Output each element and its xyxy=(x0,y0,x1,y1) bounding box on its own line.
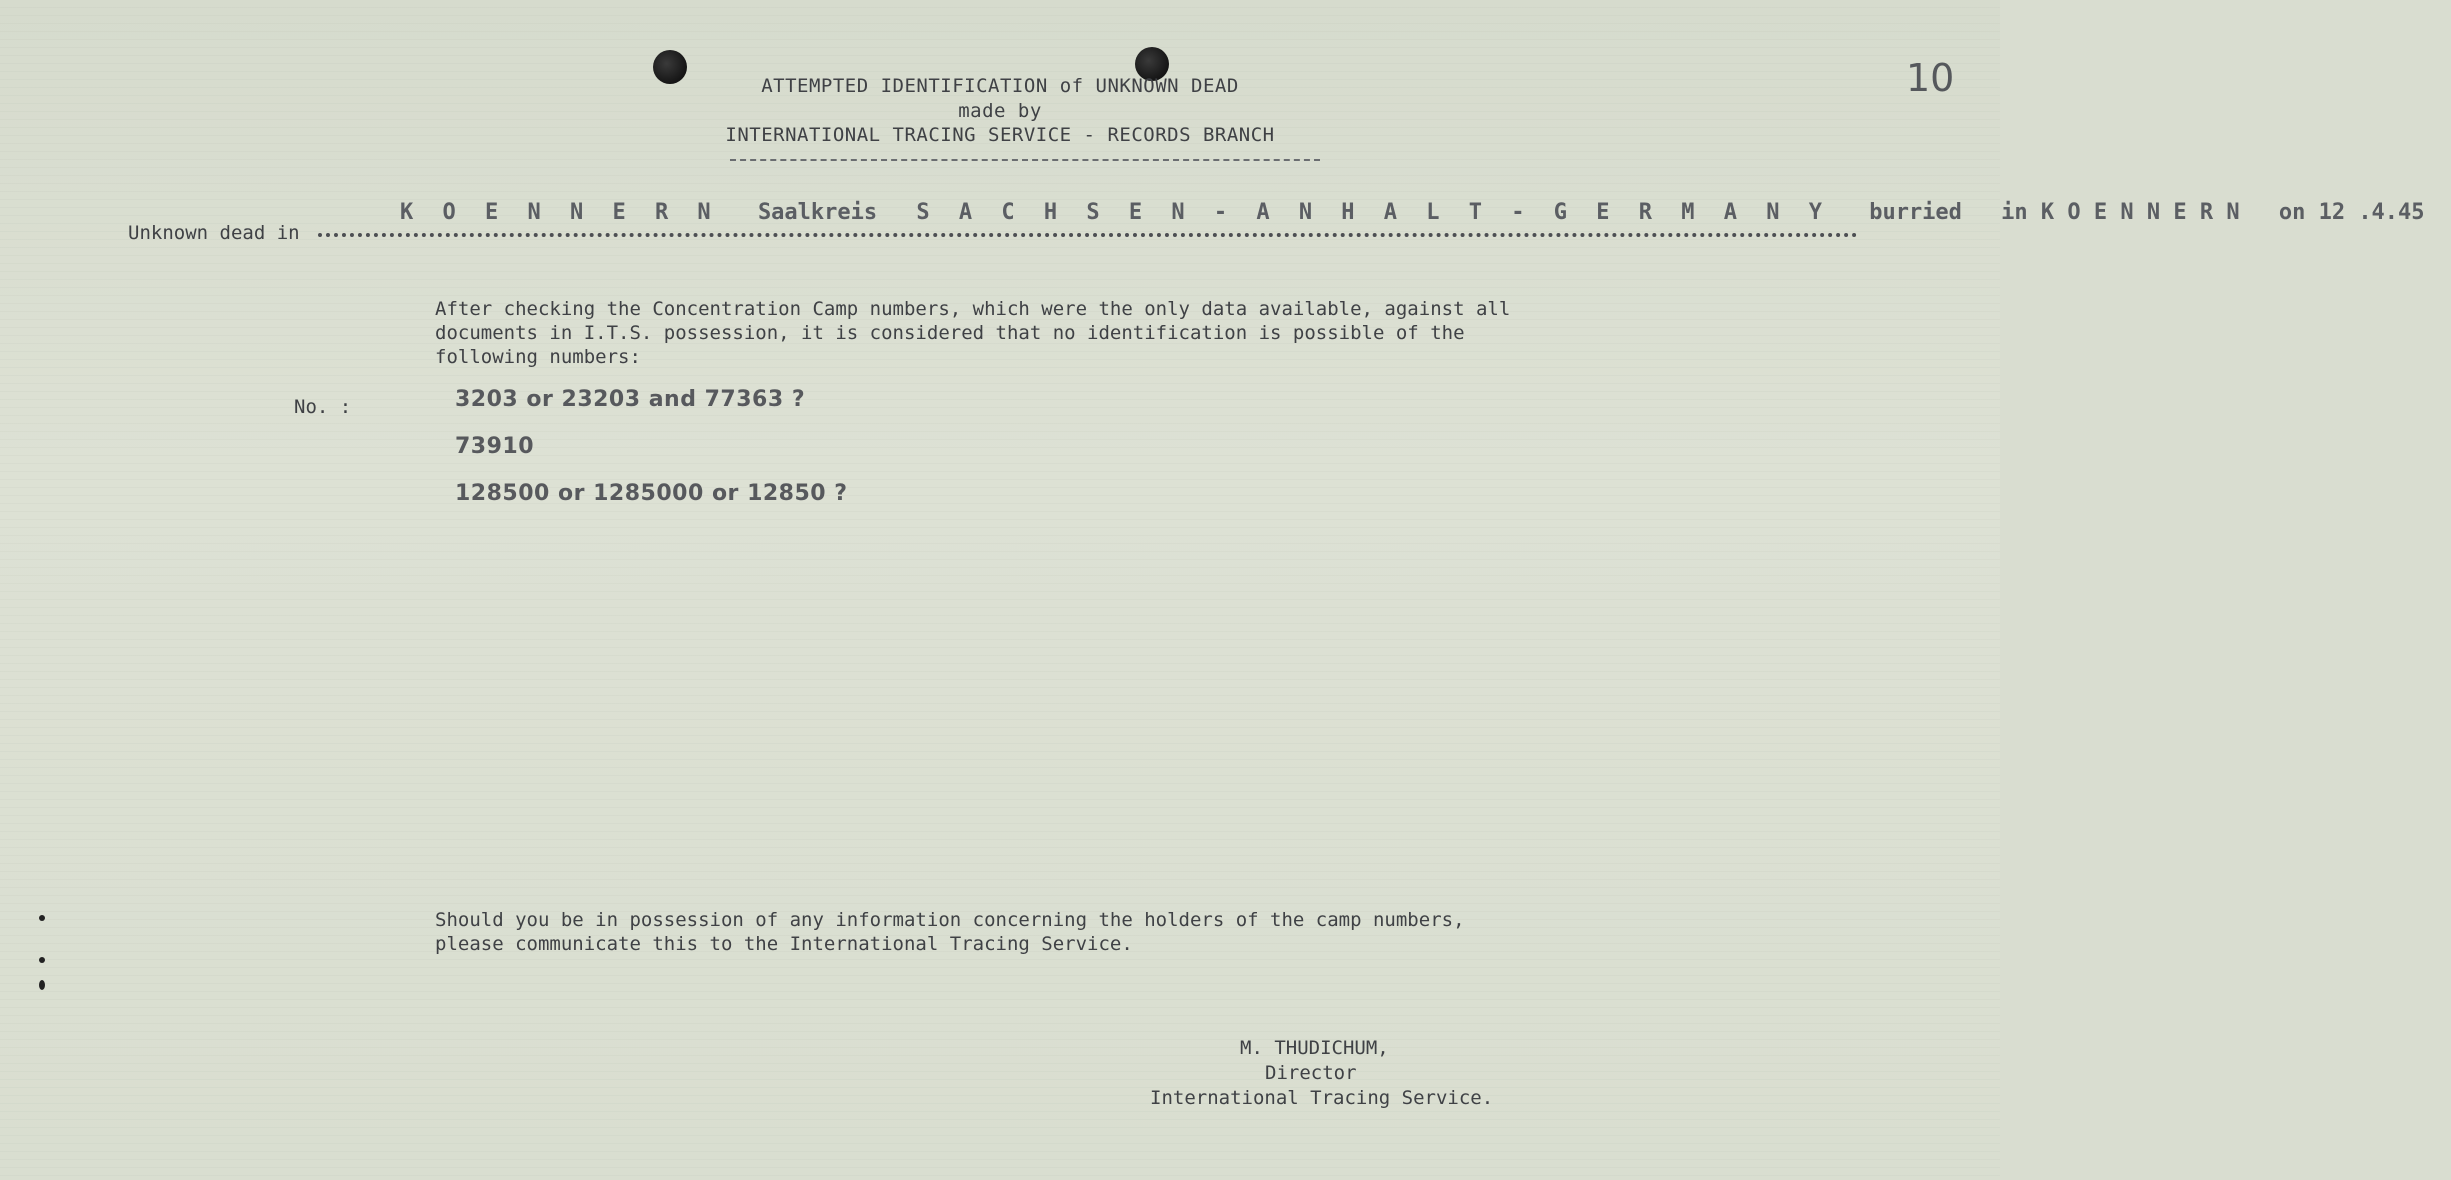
intro-line-1: After checking the Concentration Camp numbers, which were the only data available, against all xyxy=(435,298,1511,320)
intro-line-2: documents in I.T.S. possession, it is considered that no identification is possible of the xyxy=(435,322,1465,344)
location-line xyxy=(400,200,2425,225)
camp-number-1: 3203 or 23203 and 77363 ? xyxy=(455,387,806,412)
signature-organisation: International Tracing Service. xyxy=(1150,1087,1494,1109)
district-name: Saalkreis xyxy=(757,200,878,225)
margin-mark xyxy=(39,980,45,990)
closing-line-1: Should you be in possession of any information concerning the holders of the camp numbers, xyxy=(435,909,1465,931)
signature-title: Director xyxy=(1265,1062,1357,1084)
closing-line-2: please communicate this to the International Tracing Service. xyxy=(435,933,1133,955)
buried-in: in K O E N N E R N xyxy=(2001,200,2240,225)
numbers-label: No. : xyxy=(294,396,352,418)
signature-name: M. THUDICHUM, xyxy=(1240,1037,1389,1059)
camp-number-2: 73910 xyxy=(455,434,535,459)
header-title: ATTEMPTED IDENTIFICATION of UNKNOWN DEAD xyxy=(761,75,1239,97)
header-made-by: made by xyxy=(958,100,1042,122)
margin-mark xyxy=(39,957,45,963)
town-name: K O E N N E R N xyxy=(400,200,719,225)
page-number: 10 xyxy=(1906,56,1955,100)
burial-date: on 12 .4.45 xyxy=(2278,200,2425,225)
buried-label: burried xyxy=(1869,200,1962,225)
camp-number-3: 128500 or 1285000 or 12850 ? xyxy=(455,481,848,506)
margin-mark xyxy=(39,915,45,921)
intro-line-3: following numbers: xyxy=(435,346,641,368)
region-name: S A C H S E N - A N H A L T - G E R M A N Y xyxy=(916,200,1830,225)
dotted-fill-line xyxy=(318,233,1858,237)
header-organisation: INTERNATIONAL TRACING SERVICE - RECORDS BRANCH xyxy=(725,124,1275,146)
unknown-dead-label: Unknown dead in xyxy=(128,222,300,244)
header-underline xyxy=(730,159,1320,161)
